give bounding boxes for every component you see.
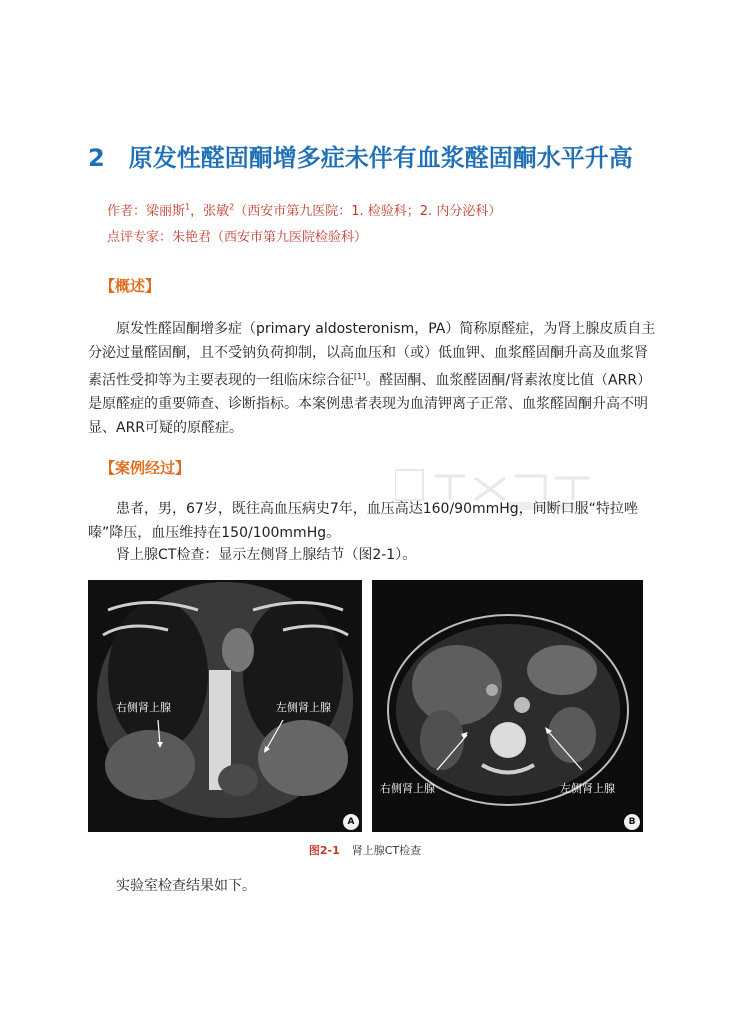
case-paragraph-2: 肾上腺CT检查：显示左侧肾上腺结节（图2-1）。 xyxy=(116,547,417,563)
author-name-2: 张敏 xyxy=(203,204,230,219)
overview-paragraph: 原发性醛固酮增多症（primary aldosteronism，PA）简称原醛症，为肾上腺皮质自主分泌过量醛固酮，且不受钠负荷抑制，以高血压和（或）低血钾、血浆醛固酮升高及血浆肾素活性受抑等为主要表现的一组临床综合征[1]。醛固酮、血浆醛固酮/肾素浓度比值（ARR）是原醛症的重要筛查、诊断指标。本案例患者表现为血清钾离子正常、血浆醛固酮升高不明显、ARR可疑的原醛症。 xyxy=(88,321,656,436)
page-title xyxy=(88,138,688,173)
section-number: 2 xyxy=(88,144,105,172)
case-heading: 【案例经过】 xyxy=(100,459,191,477)
panel-badge-b: B xyxy=(624,814,640,830)
label-right-adrenal-b: 右侧肾上腺 xyxy=(380,782,435,795)
ct-image-coronal xyxy=(88,580,362,832)
panel-badge-a: A xyxy=(343,814,359,830)
label-left-adrenal-b: 左侧肾上腺 xyxy=(560,782,615,795)
author-name-1: 梁丽斯 xyxy=(146,204,186,219)
case-paragraph-1: 患者，男，67岁，既往高血压病史7年，血压高达160/90mmHg，间断口服“特拉唑嗪”降压，血压维持在150/100mmHg。 xyxy=(88,501,638,541)
title-text: 原发性醛固酮增多症未伴有血浆醛固酮水平升高 xyxy=(128,144,633,172)
lab-intro-text: 实验室检查结果如下。 xyxy=(116,878,256,894)
figure-caption xyxy=(0,842,730,858)
figure-number: 图2-1 xyxy=(308,844,340,857)
reviewer-line: 点评专家：朱艳君（西安市第九医院检验科） xyxy=(107,230,368,245)
author-line: 作者：梁丽斯$^1$，张敏$^2$（西安市第九医院：1. 检验科；2. 内分泌科） xyxy=(107,202,502,219)
figure-caption-text: 肾上腺CT检查 xyxy=(351,844,422,857)
label-right-adrenal-a: 右侧肾上腺 xyxy=(116,701,171,714)
label-left-adrenal-a: 左侧肾上腺 xyxy=(276,701,331,714)
ct-image-axial xyxy=(372,580,643,832)
author-affiliation: （西安市第九医院：1. 检验科；2. 内分泌科） xyxy=(234,204,502,219)
citation-ref: [1] xyxy=(354,372,366,381)
overview-heading: 【概述】 xyxy=(100,277,161,295)
